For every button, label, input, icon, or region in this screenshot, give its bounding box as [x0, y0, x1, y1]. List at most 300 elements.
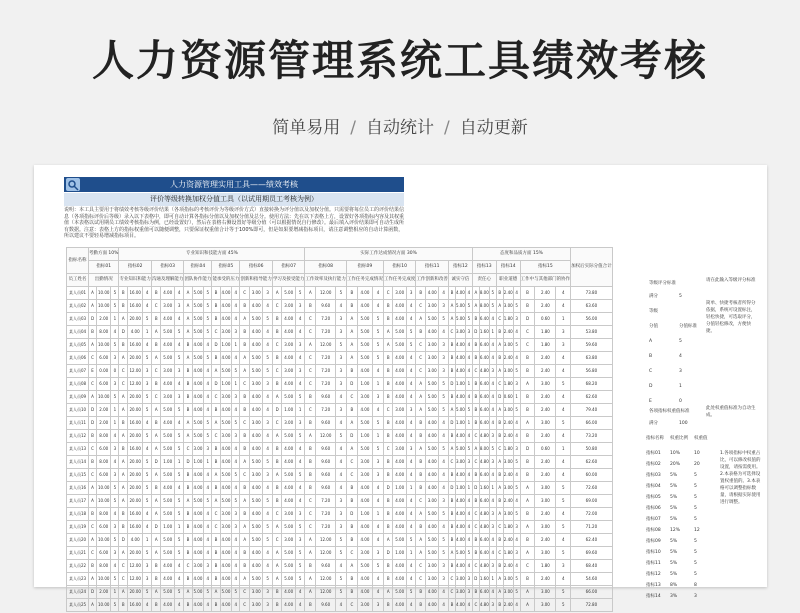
- grade-cell: A: [89, 482, 97, 495]
- weighted-cell: 9.60: [316, 456, 336, 469]
- score-cell: 5: [513, 300, 520, 313]
- weighted-cell: 3.00: [192, 443, 204, 456]
- grade-cell: B: [119, 521, 128, 534]
- weighted-cell: 2.40: [503, 495, 513, 508]
- score-cell: 1: [465, 482, 472, 495]
- weighted-cell: 4.00: [220, 547, 232, 560]
- separator: /: [350, 118, 356, 138]
- grade-cell: A: [416, 443, 426, 456]
- grade-cell: B: [151, 599, 161, 612]
- score-cell: 5: [174, 443, 184, 456]
- score-cell: 3: [111, 378, 119, 391]
- weighted-cell: 5.00: [220, 469, 232, 482]
- score-cell: 5: [111, 534, 119, 547]
- grade-cell: C: [448, 326, 455, 339]
- header-cell: 指标12: [448, 261, 472, 274]
- score-cell: 3: [489, 430, 496, 443]
- weighted-cell: 9.60: [316, 560, 336, 573]
- weighted-cell: 5.00: [161, 469, 174, 482]
- score-cell: 1: [513, 391, 520, 404]
- score-cell: 4: [373, 300, 384, 313]
- grade-cell: B: [383, 430, 393, 443]
- total-cell: 59.60: [571, 339, 613, 352]
- weighted-cell: 4.00: [455, 365, 465, 378]
- weighted-cell: 1.80: [503, 547, 513, 560]
- weighted-cell: 16.00: [128, 521, 143, 534]
- score-cell: 1: [406, 547, 416, 560]
- weighted-cell: 3.00: [503, 365, 513, 378]
- score-cell: 5: [204, 352, 212, 365]
- grade-cell: A: [472, 443, 479, 456]
- weighted-cell: 1.80: [535, 560, 556, 573]
- weighted-cell: 1.60: [479, 326, 489, 339]
- score-cell: 3: [465, 456, 472, 469]
- score-cell: 4: [489, 378, 496, 391]
- score-cell: 5: [232, 495, 240, 508]
- grade-cell: B: [184, 339, 192, 352]
- score-cell: 4: [513, 469, 520, 482]
- weighted-cell: 4.80: [479, 365, 489, 378]
- weighted-cell: 2.40: [535, 534, 556, 547]
- score-cell: 4: [263, 508, 273, 521]
- weighted-cell: 2.40: [503, 326, 513, 339]
- weighted-cell: 6.00: [97, 547, 111, 560]
- weighted-cell: 4.00: [455, 521, 465, 534]
- score-cell: 4: [439, 326, 449, 339]
- grade-cell: B: [184, 469, 192, 482]
- grade-cell: D: [383, 547, 393, 560]
- score-cell: 3: [439, 560, 449, 573]
- weighted-cell: 4.00: [220, 599, 232, 612]
- weighted-cell: 2.40: [535, 456, 556, 469]
- grade-cell: A: [496, 586, 503, 599]
- weighted-cell: 3.00: [357, 599, 372, 612]
- grade-cell: D: [119, 326, 128, 339]
- grade-cell: A: [151, 508, 161, 521]
- grade-cell: B: [448, 287, 455, 300]
- grade-cell: A: [272, 430, 282, 443]
- score-cell: 4: [204, 378, 212, 391]
- grade-cell: D: [472, 326, 479, 339]
- grade-cell: B: [448, 508, 455, 521]
- score-cell: 4: [295, 313, 305, 326]
- grade-cell: B: [520, 391, 535, 404]
- score-cell: 4: [406, 417, 416, 430]
- weighted-cell: 4.00: [357, 404, 372, 417]
- grade-label: A: [649, 339, 653, 344]
- score-cell: 5: [556, 521, 571, 534]
- grade-cell: A: [272, 287, 282, 300]
- score-cell: 3: [335, 404, 346, 417]
- app-title-bar: [64, 177, 404, 192]
- weights-cell: 指标05: [646, 495, 661, 500]
- weighted-cell: 3.00: [220, 326, 232, 339]
- weighted-cell: 8.00: [479, 443, 489, 456]
- score-cell: 4: [465, 352, 472, 365]
- weighted-cell: 4.00: [161, 339, 174, 352]
- weights-cell: 指标03: [646, 473, 661, 478]
- weighted-cell: 4.00: [220, 482, 232, 495]
- weighted-cell: 5.00: [249, 573, 262, 586]
- grade-cell: B: [240, 508, 250, 521]
- weighted-cell: 5.00: [282, 391, 295, 404]
- score-cell: 3: [556, 326, 571, 339]
- score-cell: 3: [111, 547, 119, 560]
- weighted-cell: 4.00: [393, 300, 406, 313]
- total-cell: 54.60: [571, 573, 613, 586]
- score-cell: 3: [335, 365, 346, 378]
- grade-cell: B: [184, 521, 192, 534]
- score-cell: 5: [111, 339, 119, 352]
- weighted-cell: 20.00: [128, 391, 143, 404]
- table-row: [67, 443, 613, 456]
- score-cell: 1: [174, 521, 184, 534]
- grade-cell: A: [448, 313, 455, 326]
- weighted-cell: 1.00: [282, 404, 295, 417]
- score-cell: 4: [174, 287, 184, 300]
- weighted-cell: 20.00: [128, 469, 143, 482]
- grade-cell: B: [346, 586, 357, 599]
- score-cell: 4: [513, 352, 520, 365]
- score-cell: 5: [263, 521, 273, 534]
- score-cell: 3: [373, 469, 384, 482]
- score-cell: 5: [439, 443, 449, 456]
- grade-cell: C: [119, 573, 128, 586]
- weighted-cell: 3.00: [249, 287, 262, 300]
- weighted-cell: 16.00: [128, 300, 143, 313]
- grade-cell: B: [496, 287, 503, 300]
- score-cell: 3: [204, 560, 212, 573]
- grade-cell: B: [383, 300, 393, 313]
- score-cell: 4: [489, 404, 496, 417]
- score-cell: 4: [406, 430, 416, 443]
- score-cell: 3: [335, 313, 346, 326]
- weighted-cell: 7.20: [316, 365, 336, 378]
- score-cell: 4: [465, 560, 472, 573]
- feature-update: 自动更新: [459, 118, 528, 138]
- score-cell: 4: [556, 352, 571, 365]
- weighted-cell: 5.00: [425, 404, 438, 417]
- weighted-cell: 3.00: [249, 599, 262, 612]
- grade-cell: A: [416, 508, 426, 521]
- weighted-cell: 4.00: [249, 339, 262, 352]
- grade-cell: B: [520, 352, 535, 365]
- score-cell: 3: [513, 443, 520, 456]
- feature-stats: 自动统计: [366, 118, 434, 138]
- grade-cell: B: [212, 443, 220, 456]
- weighted-cell: 4.00: [455, 560, 465, 573]
- weighted-cell: 4.00: [455, 469, 465, 482]
- weighted-cell: 4.00: [161, 560, 174, 573]
- weighted-cell: 12.00: [316, 573, 336, 586]
- weighted-cell: 1.00: [455, 378, 465, 391]
- weighted-cell: 6.00: [97, 378, 111, 391]
- weighted-cell: 16.00: [128, 508, 143, 521]
- grade-cell: C: [416, 495, 426, 508]
- grade-value: 分值标准: [679, 324, 697, 329]
- grade-cell: C: [240, 378, 250, 391]
- score-cell: 3: [513, 547, 520, 560]
- score-cell: 5: [513, 339, 520, 352]
- grade-cell: B: [346, 573, 357, 586]
- weighted-cell: 4.00: [425, 482, 438, 495]
- weighted-cell: 9.60: [316, 391, 336, 404]
- score-cell: 4: [232, 443, 240, 456]
- score-cell: 1: [143, 326, 152, 339]
- weighted-cell: 6.40: [479, 495, 489, 508]
- weighted-cell: 5.00: [282, 560, 295, 573]
- score-cell: 1: [204, 456, 212, 469]
- weighted-cell: 4.00: [357, 300, 372, 313]
- grade-cell: B: [119, 599, 128, 612]
- weights-cell: 指标11: [646, 561, 661, 566]
- grade-cell: A: [496, 456, 503, 469]
- header-cell: 指标09: [346, 261, 383, 274]
- weighted-cell: 10.00: [97, 287, 111, 300]
- grade-cell: B: [212, 404, 220, 417]
- weighted-cell: 4.00: [249, 404, 262, 417]
- weights-head: 指标名称: [646, 436, 664, 441]
- grade-cell: A: [212, 469, 220, 482]
- header-cell: 指标名称: [67, 248, 89, 274]
- score-cell: 5: [143, 482, 152, 495]
- weighted-cell: 4.00: [425, 521, 438, 534]
- score-cell: 5: [373, 352, 384, 365]
- grade-cell: A: [416, 313, 426, 326]
- table-row: [67, 339, 613, 352]
- weighted-cell: 3.00: [535, 521, 556, 534]
- grade-cell: D: [448, 417, 455, 430]
- weighted-cell: 10.00: [97, 495, 111, 508]
- grade-cell: B: [520, 534, 535, 547]
- grade-cell: C: [472, 521, 479, 534]
- grade-cell: A: [520, 378, 535, 391]
- score-cell: 4: [489, 352, 496, 365]
- score-cell: 4: [143, 599, 152, 612]
- grade-cell: C: [346, 599, 357, 612]
- score-cell: 5: [232, 586, 240, 599]
- weighted-cell: 5.00: [357, 339, 372, 352]
- score-cell: 1: [174, 456, 184, 469]
- score-cell: 3: [295, 339, 305, 352]
- grade-cell: B: [448, 339, 455, 352]
- grade-cell: B: [240, 430, 250, 443]
- score-cell: 3: [513, 378, 520, 391]
- grade-cell: A: [119, 456, 128, 469]
- score-cell: 4: [439, 430, 449, 443]
- weighted-cell: 5.00: [455, 443, 465, 456]
- weighted-cell: 10.00: [97, 534, 111, 547]
- header-group: 考勤方面 10%: [89, 248, 119, 261]
- score-cell: 5: [513, 365, 520, 378]
- weighted-cell: 4.00: [455, 339, 465, 352]
- grade-cell: C: [472, 456, 479, 469]
- grade-cell: B: [212, 300, 220, 313]
- weighted-cell: 3.00: [455, 586, 465, 599]
- score-cell: 3: [335, 495, 346, 508]
- grade-cell: A: [89, 599, 97, 612]
- grade-cell: A: [89, 391, 97, 404]
- score-cell: 4: [556, 287, 571, 300]
- employee-name: 某人员12: [67, 430, 89, 443]
- header-cell: 工作任务完成情况: [346, 274, 383, 287]
- weighted-cell: 3.00: [282, 300, 295, 313]
- grade-cell: B: [448, 430, 455, 443]
- weights-cell: 指标14: [646, 594, 661, 599]
- grade-cell: C: [496, 521, 503, 534]
- weighted-cell: 5.00: [282, 547, 295, 560]
- grade-cell: A: [346, 339, 357, 352]
- score-cell: 5: [204, 417, 212, 430]
- score-cell: 3: [263, 599, 273, 612]
- weighted-cell: 4.00: [357, 365, 372, 378]
- header-cell: 职业道德: [496, 274, 520, 287]
- score-cell: 5: [335, 339, 346, 352]
- weighted-cell: 5.00: [161, 586, 174, 599]
- weighted-cell: 4.00: [393, 508, 406, 521]
- grade-cell: A: [520, 521, 535, 534]
- grade-cell: B: [305, 482, 316, 495]
- weighted-cell: 4.00: [455, 430, 465, 443]
- header-cell: 指标07: [272, 261, 305, 274]
- grade-cell: B: [416, 430, 426, 443]
- grade-label: E: [649, 399, 652, 404]
- score-cell: 4: [406, 521, 416, 534]
- grade-cell: B: [184, 573, 192, 586]
- weighted-cell: 2.40: [535, 469, 556, 482]
- grade-cell: B: [305, 391, 316, 404]
- header-cell: 指标02: [119, 261, 152, 274]
- score-cell: 1: [143, 534, 152, 547]
- weighted-cell: 8.00: [479, 300, 489, 313]
- score-cell: 4: [489, 547, 496, 560]
- weighted-cell: 5.00: [357, 417, 372, 430]
- weighted-cell: 3.00: [249, 586, 262, 599]
- weighted-cell: 3.00: [425, 352, 438, 365]
- score-cell: 4: [465, 391, 472, 404]
- score-cell: 3: [489, 599, 496, 612]
- weighted-cell: 4.00: [249, 508, 262, 521]
- score-cell: 4: [174, 339, 184, 352]
- score-cell: 4: [513, 417, 520, 430]
- grade-cell: B: [89, 560, 97, 573]
- score-cell: 4: [143, 443, 152, 456]
- score-cell: 5: [406, 339, 416, 352]
- score-cell: 5: [439, 534, 449, 547]
- weighted-cell: 2.40: [503, 417, 513, 430]
- weighted-cell: 2.00: [97, 586, 111, 599]
- score-cell: 3: [556, 339, 571, 352]
- weighted-cell: 5.00: [357, 326, 372, 339]
- score-cell: 4: [556, 430, 571, 443]
- total-cell: 62.60: [571, 391, 613, 404]
- grade-cell: C: [305, 521, 316, 534]
- grade-label: 等级: [649, 309, 658, 314]
- weighted-cell: 4.00: [393, 352, 406, 365]
- score-cell: 4: [439, 417, 449, 430]
- weighted-cell: 4.00: [220, 313, 232, 326]
- score-cell: 4: [489, 495, 496, 508]
- grade-cell: D: [89, 313, 97, 326]
- score-cell: 4: [204, 339, 212, 352]
- weighted-cell: 5.00: [249, 352, 262, 365]
- grade-cell: C: [212, 521, 220, 534]
- header-cell: 能承受的压力: [212, 274, 240, 287]
- grade-cell: A: [151, 352, 161, 365]
- total-cell: 68.40: [571, 560, 613, 573]
- weighted-cell: 4.00: [220, 300, 232, 313]
- score-cell: 4: [111, 456, 119, 469]
- grade-cell: A: [305, 287, 316, 300]
- weighted-cell: 3.00: [249, 378, 262, 391]
- score-cell: 5: [295, 430, 305, 443]
- grade-cell: C: [89, 378, 97, 391]
- grade-cell: B: [383, 508, 393, 521]
- score-cell: 5: [295, 469, 305, 482]
- weighted-cell: 4.00: [425, 417, 438, 430]
- weighted-cell: 3.00: [249, 417, 262, 430]
- score-cell: 4: [204, 482, 212, 495]
- weighted-cell: 5.00: [161, 430, 174, 443]
- weights-total: 100: [679, 421, 688, 426]
- weighted-cell: 3.00: [503, 456, 513, 469]
- weighted-cell: 4.00: [357, 521, 372, 534]
- grade-cell: B: [184, 378, 192, 391]
- score-cell: 1: [489, 573, 496, 586]
- grade-cell: B: [496, 326, 503, 339]
- weighted-cell: 10.00: [97, 391, 111, 404]
- grade-cell: B: [151, 482, 161, 495]
- score-cell: 4: [232, 573, 240, 586]
- grade-cell: B: [383, 521, 393, 534]
- grade-cell: C: [496, 443, 503, 456]
- grade-cell: B: [496, 352, 503, 365]
- grade-cell: A: [346, 313, 357, 326]
- score-cell: 3: [232, 521, 240, 534]
- grade-cell: B: [448, 599, 455, 612]
- score-cell: 5: [204, 300, 212, 313]
- score-cell: 4: [406, 560, 416, 573]
- weighted-cell: 4.00: [249, 547, 262, 560]
- score-cell: 5: [439, 378, 449, 391]
- score-cell: 4: [489, 586, 496, 599]
- weights-head: 权重比例: [670, 436, 688, 441]
- score-cell: 4: [373, 534, 384, 547]
- employee-name: 某人员02: [67, 300, 89, 313]
- grade-cell: C: [383, 287, 393, 300]
- total-cell: 56.80: [571, 365, 613, 378]
- score-cell: 3: [335, 326, 346, 339]
- grade-cell: C: [184, 443, 192, 456]
- weighted-cell: 4.00: [128, 534, 143, 547]
- weighted-cell: 8.00: [97, 508, 111, 521]
- grade-cell: A: [520, 417, 535, 430]
- score-cell: 4: [174, 573, 184, 586]
- employee-name: 某人员01: [67, 287, 89, 300]
- grade-cell: B: [448, 495, 455, 508]
- grade-cell: B: [416, 586, 426, 599]
- grade-cell: B: [212, 287, 220, 300]
- score-cell: 4: [513, 534, 520, 547]
- grade-cell: A: [520, 495, 535, 508]
- grade-cell: A: [240, 495, 250, 508]
- weights-cell: 指标04: [646, 484, 661, 489]
- score-cell: 5: [143, 586, 152, 599]
- header-cell: 团队协作能力: [184, 274, 212, 287]
- employee-name: 某人员13: [67, 443, 89, 456]
- score-cell: 3: [263, 586, 273, 599]
- score-cell: 4: [174, 313, 184, 326]
